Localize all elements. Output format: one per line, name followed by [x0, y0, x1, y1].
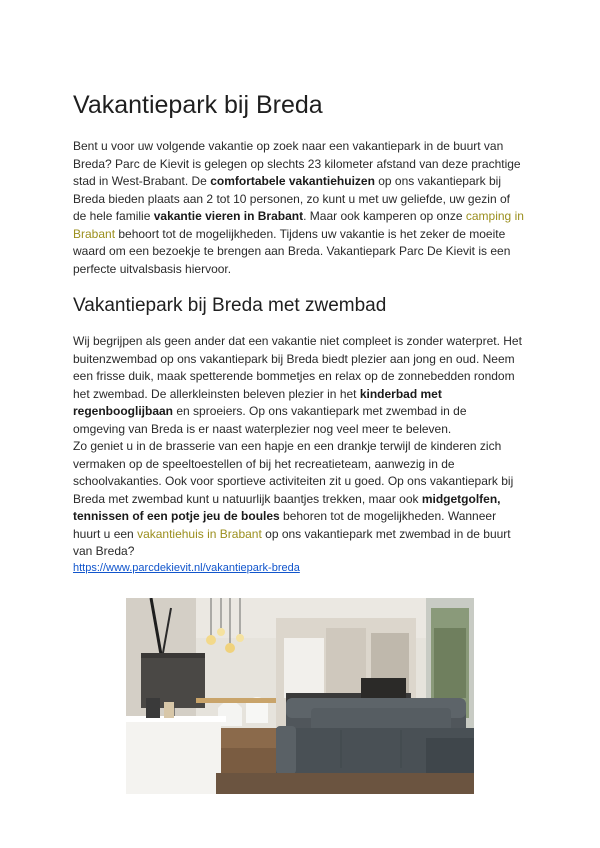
text-line [73, 456, 543, 474]
text-run: Breda bieden plaats aan 2 tot 10 personen, zo kunt u met uw geliefde, uw gezin of [73, 191, 510, 206]
text-run: van Breda? [73, 544, 135, 558]
text-line [73, 421, 543, 439]
text-line [73, 333, 543, 351]
text-line [73, 491, 543, 509]
section-paragraph [73, 333, 543, 561]
text-line [73, 403, 543, 421]
text-line [73, 138, 543, 156]
text-run: Zo geniet u in de brasserie van een hapje en een drankje terwijl de kinderen zich [73, 439, 502, 453]
text-run: vermaken op de speeltoestellen of bij het recreatieteam, aanwezig in de [73, 456, 455, 471]
living-room-photo [126, 598, 474, 794]
text-run: en sproeiers. Op ons vakantiepark met zwembad in de [173, 404, 467, 418]
text-run: de hele familie [73, 209, 154, 223]
text-run: stad in West-Brabant. De [73, 174, 211, 188]
text-run: . Maar ook kamperen op onze [303, 209, 466, 223]
text-run: Breda? Parc de Kievit is gelegen op slechts 23 kilometer afstand van deze prachtige [73, 156, 521, 171]
text-line [73, 386, 543, 404]
text-run: omgeving van Breda is er naast waterplezier nog veel meer te beleven. [73, 421, 452, 436]
text-line [73, 156, 543, 174]
bold-text: regenbooglijbaan [73, 404, 174, 418]
text-run: op ons vakantiepark bij [374, 174, 501, 188]
text-line [73, 351, 543, 369]
text-run: Bent u voor uw volgende vakantie op zoek naar een vakantiepark in de buurt van [73, 139, 504, 153]
text-line [73, 208, 543, 226]
text-run: het zwembad. De allerkleinsten beleven plezier in het [73, 386, 360, 401]
text-line [73, 508, 543, 526]
inline-link[interactable]: Brabant [73, 226, 116, 241]
text-run: buitenzwembad op ons vakantiepark bij Breda biedt plezier aan jong en oud. Neem [73, 351, 515, 366]
bold-text: tennissen of een potje jeu de boules [73, 509, 280, 523]
bold-text: comfortabele vakantiehuizen [210, 174, 375, 188]
text-line [73, 438, 543, 456]
text-run: op ons vakantiepark met zwembad in de buurt [261, 526, 511, 541]
text-line [73, 173, 543, 191]
url-link[interactable]: https://www.parcdekievit.nl/vakantiepark-breda [73, 562, 300, 574]
text-line [73, 543, 543, 561]
text-line [73, 191, 543, 209]
intro-paragraph [73, 138, 543, 278]
text-run: perfecte uitvalsbasis hiervoor. [73, 261, 232, 276]
text-run: een frisse duik, maak spetterende bommetjes en relax op de zonnebedden rondom [73, 369, 515, 383]
text-run: Breda met zwembad kunt u natuurlijk baantjes trekken, maar ook [73, 491, 422, 506]
text-line [73, 261, 543, 279]
section-heading: Vakantiepark bij Breda met zwembad [73, 295, 387, 316]
text-line [73, 368, 543, 386]
bold-text: vakantie vieren in Brabant [153, 209, 304, 223]
text-line [73, 243, 543, 261]
text-line [73, 226, 543, 244]
text-run: waard om een bezoekje te brengen aan Breda. Vakantiepark Parc De Kievit is een [73, 244, 511, 258]
inline-link[interactable]: camping in [465, 209, 524, 223]
text-run: schoolvakanties. Ook voor sportieve activiteiten zit u goed. Op ons vakantiepark bij [73, 474, 514, 488]
text-run: behoort tot de mogelijkheden. Tijdens uw vakantie is het zeker de moeite [115, 226, 506, 241]
page-title: Vakantiepark bij Breda [73, 91, 323, 119]
text-line [73, 473, 543, 491]
text-run: huurt u een [73, 526, 138, 541]
text-run: Wij begrijpen als geen ander dat een vakantie niet compleet is zonder waterpret. Het [73, 334, 522, 348]
inline-link[interactable]: vakantiehuis in Brabant [137, 526, 262, 541]
bold-text: kinderbad met [359, 386, 442, 401]
text-line [73, 526, 543, 544]
bold-text: midgetgolfen, [421, 491, 501, 506]
text-run: behoren tot de mogelijkheden. Wanneer [279, 509, 497, 523]
